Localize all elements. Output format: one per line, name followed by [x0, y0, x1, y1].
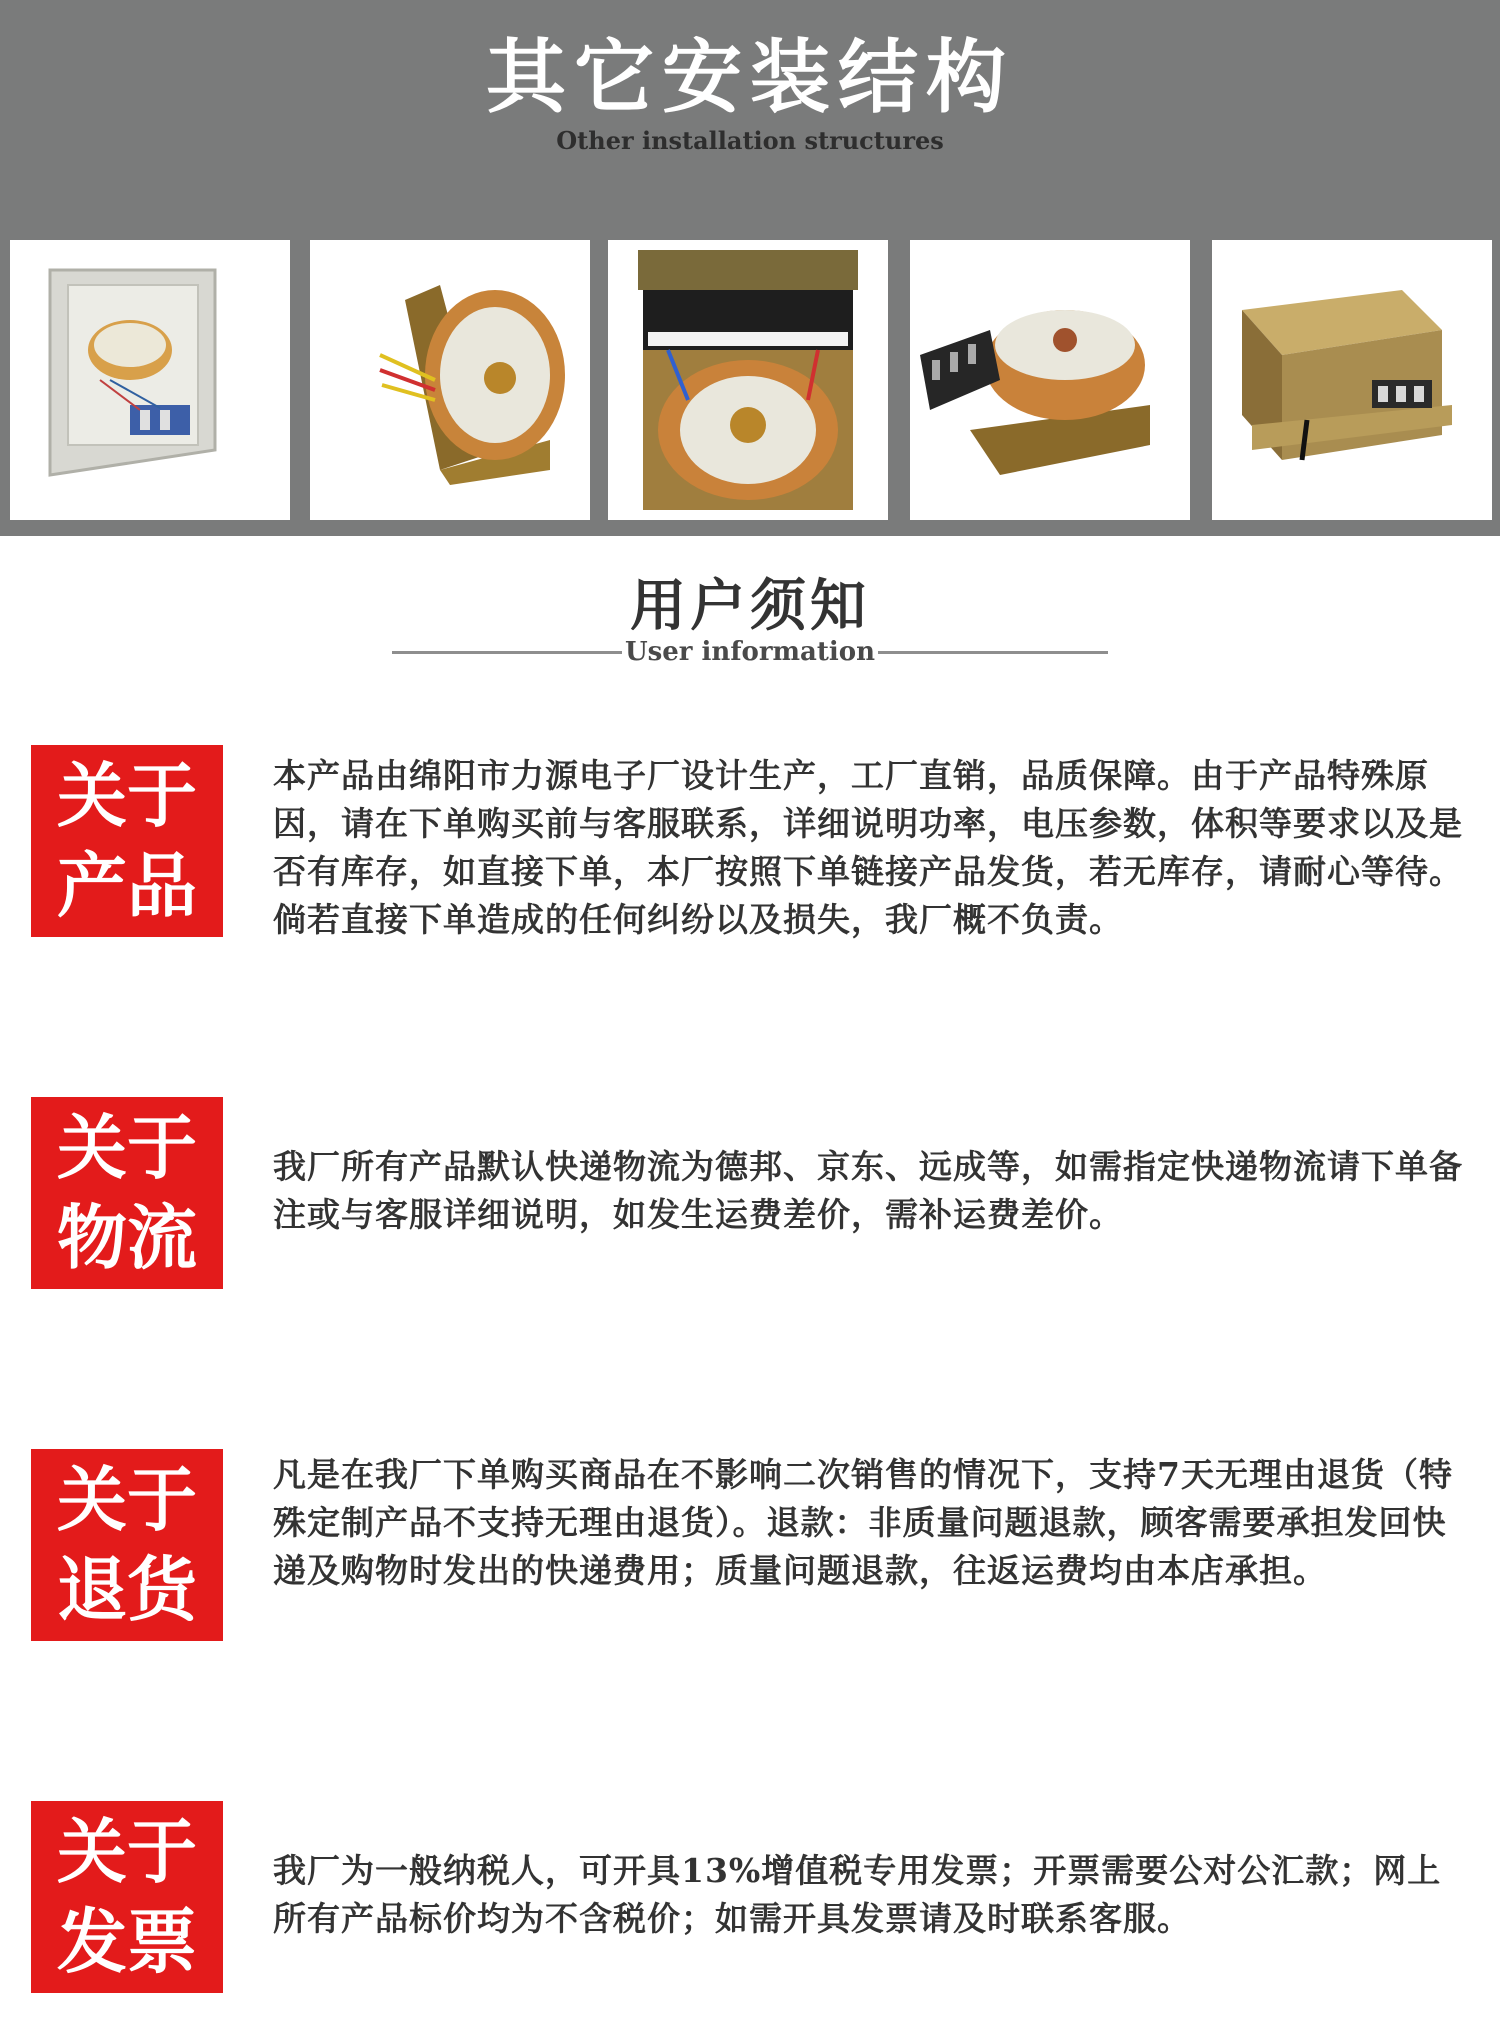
section-text: 我厂所有产品默认快递物流为德邦、京东、远成等，如需指定快递物流请下单备注或与客服详细说明，如发生运费差价，需补运费差价。: [273, 1147, 1463, 1234]
enclosed-transformer-image: [1212, 240, 1492, 520]
badge-line2: 产品: [57, 845, 197, 927]
user-info-subtitle: User information: [624, 637, 876, 667]
section-badge: [31, 1801, 223, 1993]
wall-box-transformer-image: [10, 240, 290, 520]
user-info-title: 用户须知: [630, 574, 870, 639]
badge-line1: 关于: [57, 1459, 197, 1541]
bracket-mount-transformer-image: [310, 240, 590, 520]
section-text: 本产品由绵阳市力源电子厂设计生产，工厂直销，品质保障。由于产品特殊原因，请在下单购买前与客服联系，详细说明功率，电压参数，体积等要求以及是否有库存，如直接下单，本厂按照下单链接产品发货，若无库存，请耐心等待。倘若直接下单造成的任何纠纷以及损失，我厂概不负责。: [273, 756, 1463, 939]
badge-line2: 发票: [57, 1901, 197, 1983]
product-image-row: [0, 240, 1500, 522]
section-text: 凡是在我厂下单购买商品在不影响二次销售的情况下，支持7天无理由退货（特殊定制产品不支持无理由退货）。退款：非质量问题退款，顾客需要承担发回快递及购物时发出的快递费用；质量问题退款，往返运费均由本店承担。: [273, 1455, 1453, 1590]
installation-banner: [0, 0, 1500, 536]
badge-line1: 关于: [57, 1107, 197, 1189]
base-plate-transformer-image: [910, 240, 1190, 520]
section-badge: [31, 1097, 223, 1289]
badge-line2: 退货: [57, 1549, 197, 1631]
banner-title: 其它安装结构: [486, 31, 1014, 124]
section-badge: [31, 1449, 223, 1641]
banner-subtitle: Other installation structures: [556, 126, 944, 155]
badge-line1: 关于: [57, 1811, 197, 1893]
badge-line2: 物流: [57, 1197, 197, 1279]
section-badge: [31, 745, 223, 937]
badge-line1: 关于: [57, 755, 197, 837]
section-text: 我厂为一般纳税人，可开具13%增值税专用发票；开票需要公对公汇款；网上所有产品标价均为不含税价；如需开具发票请及时联系客服。: [273, 1851, 1442, 1938]
terminal-block-transformer-image: [608, 240, 888, 520]
